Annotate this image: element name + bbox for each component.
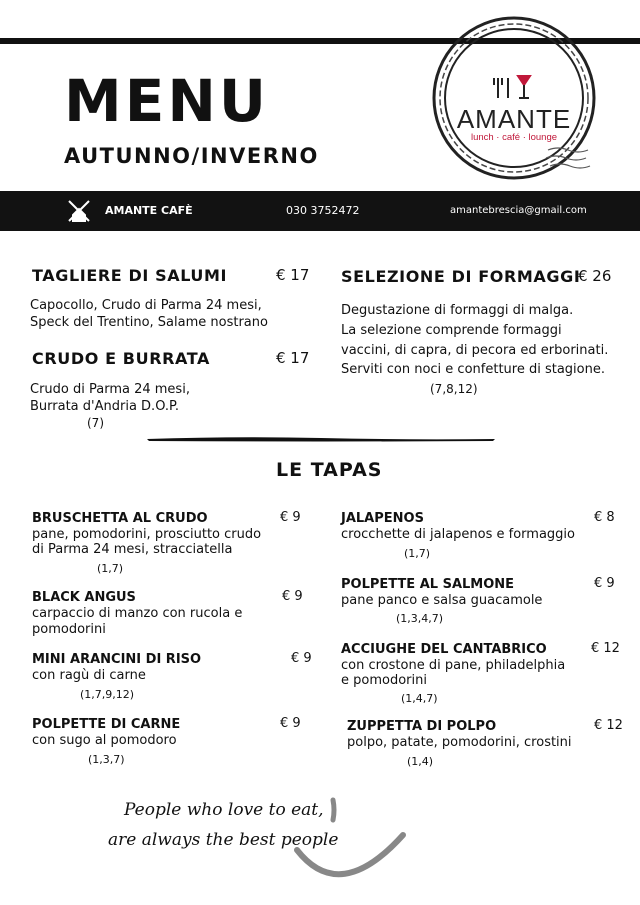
- item-price: € 17: [276, 266, 310, 284]
- item-desc: e pomodorini: [341, 673, 427, 688]
- slogan-line: are always the best people: [108, 830, 339, 850]
- brush-divider: [145, 434, 497, 444]
- item-desc: con crostone di pane, philadelphia: [341, 658, 566, 673]
- item-desc: Speck del Trentino, Salame nostrano: [30, 315, 268, 330]
- item-name: POLPETTE AL SALMONE: [341, 577, 515, 592]
- email-address: amantebrescia@gmail.com: [450, 205, 587, 216]
- item-desc: con sugo al pomodoro: [32, 733, 177, 748]
- item-desc: Burrata d'Andria D.O.P.: [30, 399, 179, 414]
- item-desc: pomodorini: [32, 622, 106, 637]
- item-desc: pane panco e salsa guacamole: [341, 593, 543, 608]
- item-name: ACCIUGHE DEL CANTABRICO: [341, 642, 547, 657]
- item-desc: La selezione comprende formaggi: [341, 323, 562, 338]
- item-name: TAGLIERE DI SALUMI: [32, 266, 228, 285]
- slogan: [100, 793, 340, 863]
- logo-name: AMANTE: [456, 104, 572, 134]
- item-name: ZUPPETTA DI POLPO: [347, 719, 497, 734]
- item-price: € 17: [276, 349, 310, 367]
- contact-bar: [0, 191, 640, 231]
- item-price: € 9: [282, 589, 303, 604]
- item-name: JALAPENOS: [341, 511, 424, 526]
- item-price: € 8: [594, 510, 615, 525]
- item-allergens: (7): [87, 416, 104, 430]
- item-price: € 26: [578, 267, 612, 285]
- item-name: SELEZIONE DI FORMAGGI: [341, 267, 581, 286]
- item-name: CRUDO E BURRATA: [32, 349, 211, 368]
- slogan-line: People who love to eat,: [124, 800, 324, 820]
- item-allergens: (1,7): [97, 562, 124, 575]
- item-name: BLACK ANGUS: [32, 590, 136, 605]
- item-price: € 9: [291, 651, 312, 666]
- crossed-utensils-icon: [63, 195, 95, 227]
- item-price: € 9: [280, 510, 301, 525]
- item-desc: Degustazione di formaggi di malga.: [341, 303, 574, 318]
- item-desc: di Parma 24 mesi, stracciatella: [32, 542, 233, 557]
- item-desc: carpaccio di manzo con rucola e: [32, 606, 243, 621]
- item-desc: crocchette di jalapenos e formaggio: [341, 527, 575, 542]
- item-name: POLPETTE DI CARNE: [32, 717, 181, 732]
- item-price: € 9: [280, 716, 301, 731]
- item-price: € 12: [591, 641, 620, 656]
- section-title: LE TAPAS: [276, 459, 383, 481]
- item-desc: Serviti con noci e confetture di stagione.: [341, 362, 605, 377]
- item-name: MINI ARANCINI DI RISO: [32, 652, 202, 667]
- phone-number: 030 3752472: [286, 204, 360, 217]
- cafe-name: AMANTE CAFÈ: [105, 204, 193, 217]
- item-name: BRUSCHETTA AL CRUDO: [32, 511, 208, 526]
- amante-logo: [428, 12, 600, 184]
- item-allergens: (1,7): [404, 547, 431, 560]
- item-price: € 9: [594, 576, 615, 591]
- item-desc: polpo, patate, pomodorini, crostini: [347, 735, 572, 750]
- page-subtitle: AUTUNNO/INVERNO: [64, 144, 319, 168]
- item-allergens: (7,8,12): [430, 382, 478, 396]
- item-desc: con ragù di carne: [32, 668, 146, 683]
- logo-tagline: lunch · café · lounge: [470, 132, 558, 143]
- item-price: € 12: [594, 718, 623, 733]
- item-allergens: (1,4,7): [401, 692, 438, 705]
- item-desc: vaccini, di capra, di pecora ed erborinati.: [341, 343, 609, 358]
- item-allergens: (1,3,4,7): [396, 612, 444, 625]
- item-desc: pane, pomodorini, prosciutto crudo: [32, 527, 262, 542]
- item-allergens: (1,4): [407, 755, 434, 768]
- item-allergens: (1,3,7): [88, 753, 125, 766]
- item-desc: Crudo di Parma 24 mesi,: [30, 382, 190, 397]
- page-title: MENU: [64, 67, 269, 135]
- fork-knife-glass-icon: [494, 76, 530, 98]
- item-allergens: (1,7,9,12): [80, 688, 135, 701]
- item-desc: Capocollo, Crudo di Parma 24 mesi,: [30, 298, 262, 313]
